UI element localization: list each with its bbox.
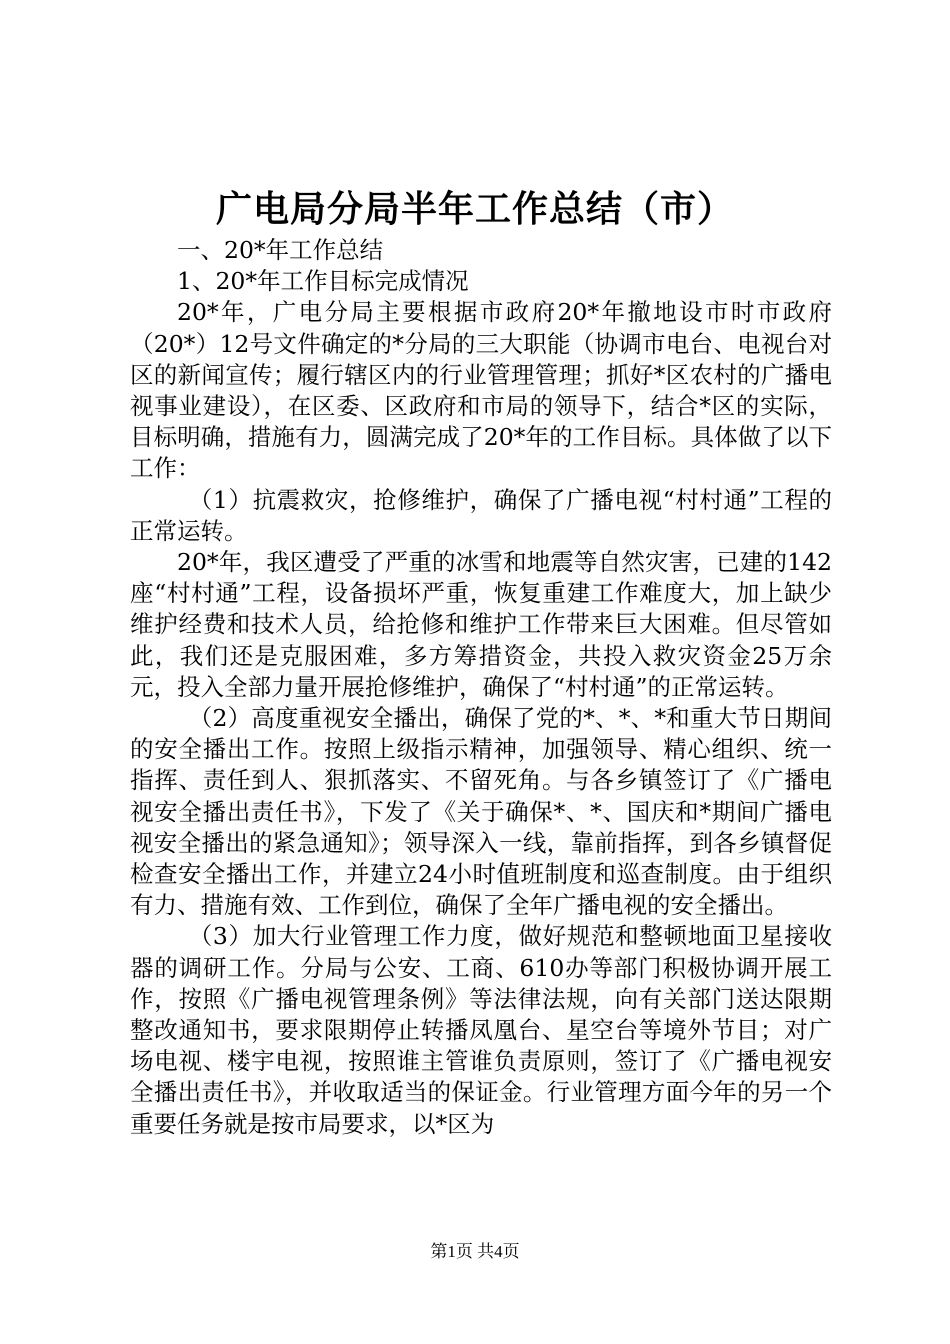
paragraph-item-1-body: 20*年，我区遭受了严重的冰雪和地震等自然灾害，已建的142座“村村通”工程，设备损坏严重，恢复重建工作难度大，加上缺少维护经费和技术人员，给抢修和维护工作带来巨大困难。但尽管如此，我们还是克服困难，多方筹措资金，共投入救灾资金25万余元，投入全部力量开展抢修维护，确保了“村村通”的正常运转。 <box>130 548 832 701</box>
paragraph-item-1-heading: （1）抗震救灾，抢修维护，确保了广播电视“村村通”工程的正常运转。 <box>130 485 832 545</box>
document-title: 广电局分局半年工作总结（市） <box>215 188 734 230</box>
heading-section-1: 一、20*年工作总结 <box>177 236 384 264</box>
paragraph-overview: 20*年，广电分局主要根据市政府20*年撤地设市时市政府（20*）12号文件确定的*分局的三大职能（协调市电台、电视台对区的新闻宣传；履行辖区内的行业管理管理；抓好*区农村的广播电视事业建设），在区委、区政府和市局的领导下，结合*区的实际，目标明确，措施有力，圆满完成了20*年的工作目标。具体做了以下工作： <box>130 298 832 483</box>
paragraph-item-3: （3）加大行业管理工作力度，做好规范和整顿地面卫星接收器的调研工作。分局与公安、工商、610办等部门积极协调开展工作，按照《广播电视管理条例》等法律法规，向有关部门送达限期整改通知书，要求限期停止转播凤凰台、星空台等境外节目；对广场电视、楼宇电视，按照谁主管谁负责原则，签订了《广播电视安全播出责任书》，并收取适当的保证金。行业管理方面今年的另一个重要任务就是按市局要求，以*区为 <box>130 922 832 1138</box>
heading-subsection-1: 1、20*年工作目标完成情况 <box>177 267 469 296</box>
paragraph-item-2: （2）高度重视安全播出，确保了党的*、*、*和重大节日期间的安全播出工作。按照上级指示精神，加强领导、精心组织、统一指挥、责任到人、狠抓落实、不留死角。与各乡镇签订了《广播电视安全播出责任书》，下发了《关于确保*、*、国庆和*期间广播电视安全播出的紧急通知》；领导深入一线，靠前指挥，到各乡镇督促检查安全播出工作，并建立24小时值班制度和巡查制度。由于组织有力、措施有效、工作到位，确保了全年广播电视的安全播出。 <box>130 704 832 920</box>
document-body <box>130 235 832 1140</box>
page-footer: 第1页 共4页 <box>430 1242 520 1261</box>
